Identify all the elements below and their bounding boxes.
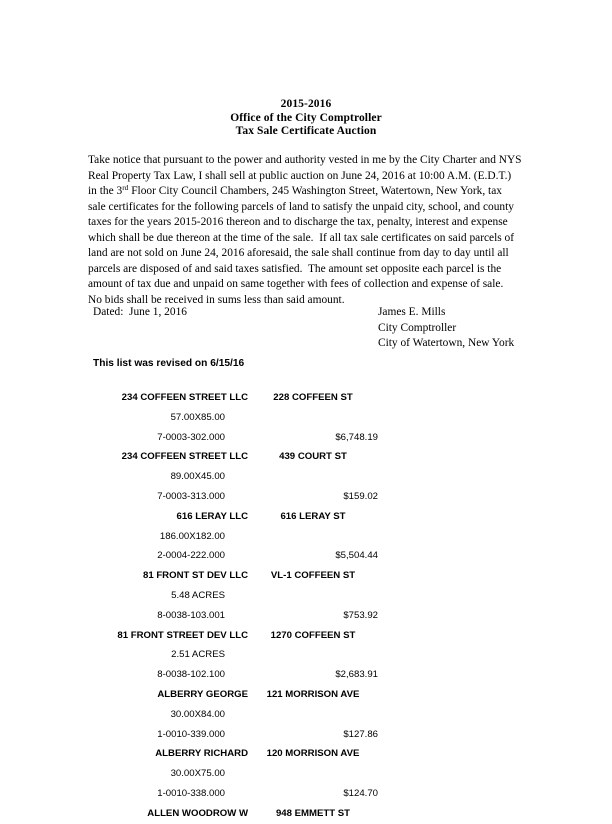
parcel-owner: ALLEN WOODROW W — [147, 807, 248, 819]
parcel-owner: 81 FRONT STREET DEV LLC — [117, 629, 248, 641]
parcel-amount-due: $127.86 — [343, 728, 378, 740]
revision-note: This list was revised on 6/15/16 — [93, 358, 245, 369]
parcel-amount-due: $6,748.19 — [335, 431, 378, 443]
parcel-owner: 234 COFFEEN STREET LLC — [121, 451, 248, 463]
document-heading — [0, 98, 612, 139]
parcel-id: 1-0010-338.000 — [157, 787, 225, 799]
parcel-header-row — [0, 507, 612, 527]
parcel-id: 8-0038-102.100 — [157, 669, 225, 681]
parcel-dimensions-row — [0, 408, 612, 428]
parcel-address: VL-1 COFFEEN ST — [270, 570, 356, 582]
heading-office: Office of the City Comptroller — [230, 111, 382, 124]
parcel-entry — [0, 447, 612, 506]
parcel-entry — [0, 626, 612, 685]
parcel-dimensions: 30.00X84.00 — [170, 708, 225, 720]
ordinal-suffix: rd — [122, 183, 129, 193]
parcel-entry — [0, 566, 612, 625]
parcel-id-amount-row — [0, 546, 612, 566]
parcel-amount-due: $124.70 — [343, 787, 378, 799]
parcel-header-row — [0, 804, 612, 824]
parcel-id-amount-row — [0, 606, 612, 626]
parcel-header-row — [0, 447, 612, 467]
parcel-id-amount-row — [0, 784, 612, 804]
notice-text-part1: Take notice that pursuant to the power and authority vested in me by the City Charter and NYS Real Property Tax Law, I shall sell at public auction on June 24, 2016 at 10:00 A.M. (E.D.T.) in the — [88, 154, 525, 198]
parcel-address: 439 COURT ST — [279, 451, 347, 463]
parcel-id-amount-row — [0, 665, 612, 685]
dated-line: Dated: June 1, 2016 — [93, 306, 187, 318]
parcel-address: 228 COFFEEN ST — [273, 392, 353, 403]
parcel-dimensions: 2.51 ACRES — [171, 649, 225, 661]
parcel-amount-due: $5,504.44 — [335, 550, 378, 562]
parcel-dimensions-row — [0, 705, 612, 725]
parcel-owner: ALBERRY RICHARD — [155, 748, 248, 760]
parcel-dimensions-row — [0, 527, 612, 547]
signer-municipality: City of Watertown, New York — [378, 337, 515, 350]
parcel-address: 120 MORRISON AVE — [266, 748, 360, 760]
parcel-entry — [0, 388, 612, 447]
parcel-dimensions-row — [0, 645, 612, 665]
parcel-dimensions: 30.00X75.00 — [170, 768, 225, 780]
parcel-owner: 616 LERAY LLC — [176, 510, 248, 522]
notice-paragraph — [88, 153, 525, 308]
signature-block — [378, 305, 514, 352]
parcel-owner: ALBERRY GEORGE — [157, 688, 248, 700]
parcel-dimensions: 89.00X45.00 — [170, 471, 225, 483]
parcel-header-row — [0, 626, 612, 646]
parcel-header-row — [0, 566, 612, 586]
parcel-header-row — [0, 744, 612, 764]
parcel-dimensions-row — [0, 764, 612, 784]
parcel-dimensions: 186.00X182.00 — [159, 530, 225, 542]
parcel-entry — [0, 804, 612, 824]
parcel-id: 7-0003-302.000 — [157, 431, 225, 443]
parcel-entry — [0, 685, 612, 744]
signer-name: James E. Mills — [378, 306, 446, 318]
parcel-entry — [0, 744, 612, 803]
parcel-id: 1-0010-339.000 — [157, 728, 225, 740]
parcel-address: 121 MORRISON AVE — [266, 688, 360, 700]
parcel-address: 1270 COFFEEN ST — [270, 629, 356, 641]
notice-text-part2: Floor City Council Chambers, 245 Washington Street, Watertown, New York, tax sale certificates for the following parcels of land to satisfy the unpaid city, school, and county taxes for the years 2015-2016 thereon and to discharge the tax, penalty, interest and expense which shall be due thereon at the time of the sale. If all tax sale certificates on said parcels of land are not sold on June 24, 2016 aforesaid, the sale shall continue from day to day until all parcels are disposed of and said taxes satisfied. The amount set opposite each parcel is the amount of tax due and unpaid on same together with fees of collection and expense of sale. No bids shall be received in sums less than said amount. — [88, 185, 517, 306]
signer-title: City Comptroller — [378, 321, 457, 334]
ordinal-number: 3 — [116, 185, 123, 198]
parcel-header-row — [0, 685, 612, 705]
parcel-listing — [0, 388, 612, 824]
parcel-dimensions-row — [0, 586, 612, 606]
parcel-id: 7-0003-313.000 — [157, 490, 225, 502]
parcel-address: 948 EMMETT ST — [275, 807, 351, 819]
parcel-amount-due: $753.92 — [343, 609, 378, 621]
parcel-id-amount-row — [0, 725, 612, 745]
heading-auction-title: Tax Sale Certificate Auction — [235, 125, 377, 138]
parcel-dimensions: 57.00X85.00 — [170, 411, 225, 423]
parcel-id-amount-row — [0, 487, 612, 507]
parcel-id-amount-row — [0, 428, 612, 448]
parcel-id: 2-0004-222.000 — [157, 550, 225, 562]
heading-fiscal-year: 2015-2016 — [280, 98, 332, 110]
parcel-dimensions-row — [0, 467, 612, 487]
parcel-id: 8-0038-103.001 — [157, 609, 225, 621]
parcel-owner: 81 FRONT ST DEV LLC — [142, 570, 248, 582]
parcel-amount-due: $2,683.91 — [335, 669, 378, 681]
parcel-dimensions: 5.48 ACRES — [171, 589, 225, 601]
parcel-amount-due: $159.02 — [343, 490, 378, 502]
parcel-address: 616 LERAY ST — [280, 510, 346, 522]
parcel-entry — [0, 507, 612, 566]
parcel-owner: 234 COFFEEN STREET LLC — [121, 392, 248, 403]
parcel-header-row — [0, 388, 612, 408]
